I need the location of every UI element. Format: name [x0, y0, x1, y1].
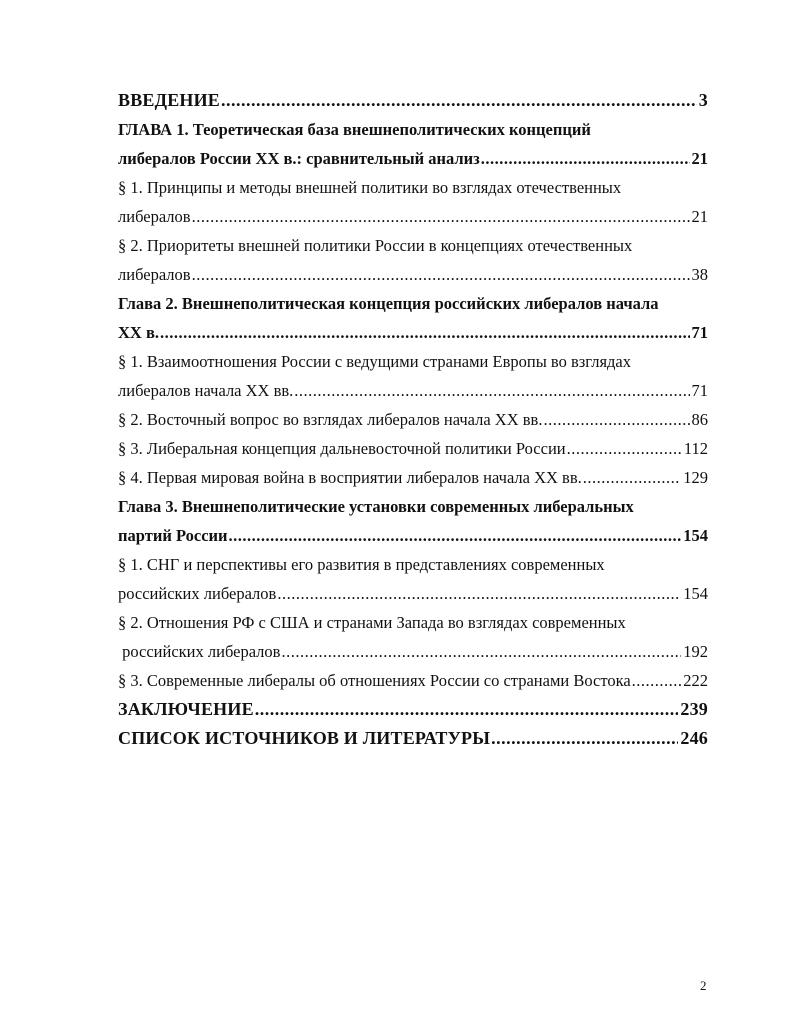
toc-page-number: 112 [683, 439, 708, 458]
toc-page-number: 129 [683, 468, 708, 487]
toc-entry-title: § 3. Современные либералы об отношениях России со странами Востока [118, 671, 631, 690]
toc-entry-title: российских либералов [118, 642, 281, 661]
toc-entry-sources [118, 724, 708, 753]
toc-entry-intro [118, 86, 708, 115]
dot-leader [567, 434, 682, 463]
toc-entry-section-1-2 [118, 260, 708, 289]
toc-page-number: 154 [683, 584, 708, 603]
toc-entry-section-3-1 [118, 579, 708, 608]
toc-entry-section-1-1 [118, 202, 708, 231]
toc-page-number: 71 [691, 381, 708, 400]
toc-entry-section-2-1 [118, 376, 708, 405]
toc-entry-title: § 2. Восточный вопрос во взглядах либералов начала XX вв. [118, 410, 543, 429]
toc-entry-section-2-3 [118, 434, 708, 463]
table-of-contents [118, 86, 708, 753]
dot-leader [481, 144, 690, 173]
toc-entry-title: СПИСОК ИСТОЧНИКОВ И ЛИТЕРАТУРЫ [118, 728, 491, 748]
toc-entry-section-3-2 [118, 637, 708, 666]
dot-leader [160, 318, 690, 347]
toc-page-number: 86 [691, 410, 708, 429]
toc-entry-chapter-1 [118, 144, 708, 173]
toc-section-3-2-title: § 2. Отношения РФ с США и странами Запада во взглядах современных [118, 613, 626, 632]
toc-entry-chapter-3 [118, 521, 708, 550]
toc-section-1-1-title: § 1. Принципы и методы внешней политики во взглядах отечественных [118, 178, 622, 197]
toc-page-number: 239 [680, 699, 708, 719]
toc-chapter-3-title: Глава 3. Внешнеполитические установки современных либеральных [118, 497, 634, 516]
toc-page-number: 154 [683, 526, 708, 545]
page-number: 2 [700, 978, 707, 993]
toc-page-number: 3 [698, 90, 708, 110]
dot-leader [277, 579, 681, 608]
toc-entry-section-2-4 [118, 463, 708, 492]
dot-leader [221, 86, 697, 115]
toc-entry-title: § 3. Либеральная концепция дальневосточной политики России [118, 439, 566, 458]
toc-page-number: 21 [691, 207, 708, 226]
toc-page-number: 222 [683, 671, 708, 690]
toc-entry-title: либералов России XX в.: сравнительный анализ [118, 149, 480, 168]
dot-leader [632, 666, 682, 695]
toc-page-number: 246 [680, 728, 708, 748]
toc-chapter-1-title: ГЛАВА 1. Теоретическая база внешнеполитических концепций [118, 120, 591, 139]
toc-page-number: 71 [691, 323, 708, 342]
dot-leader [294, 376, 689, 405]
toc-entry-conclusion [118, 695, 708, 724]
toc-entry-title: либералов [118, 207, 191, 226]
toc-section-2-1-title: § 1. Взаимоотношения России с ведущими странами Европы во взглядах [118, 352, 632, 371]
toc-entry-chapter-2 [118, 318, 708, 347]
dot-leader [281, 637, 681, 666]
toc-page-number: 38 [691, 265, 708, 284]
toc-entry-title: ЗАКЛЮЧЕНИЕ [118, 699, 254, 719]
toc-entry-title: XX в. [118, 323, 159, 342]
dot-leader [255, 695, 679, 724]
toc-entry-section-2-2 [118, 405, 708, 434]
toc-entry-title: § 4. Первая мировая война в восприятии либералов начала XX вв. [118, 468, 582, 487]
toc-page-number: 192 [683, 642, 708, 661]
toc-section-1-2-title: § 2. Приоритеты внешней политики России в концепциях отечественных [118, 236, 633, 255]
dot-leader [192, 260, 690, 289]
toc-page-number: 21 [691, 149, 708, 168]
dot-leader [583, 463, 681, 492]
toc-entry-title: ВВЕДЕНИЕ [118, 90, 221, 110]
toc-entry-title: партий России [118, 526, 228, 545]
dot-leader [192, 202, 690, 231]
dot-leader [229, 521, 682, 550]
dot-leader [543, 405, 689, 434]
toc-chapter-2-title: Глава 2. Внешнеполитическая концепция российских либералов начала [118, 294, 659, 313]
toc-entry-title: либералов начала XX вв. [118, 381, 294, 400]
dot-leader [491, 724, 678, 753]
toc-entry-title: российских либералов [118, 584, 277, 603]
toc-entry-section-3-3 [118, 666, 708, 695]
toc-entry-title: либералов [118, 265, 191, 284]
toc-section-3-1-title: § 1. СНГ и перспективы его развития в представлениях современных [118, 555, 605, 574]
